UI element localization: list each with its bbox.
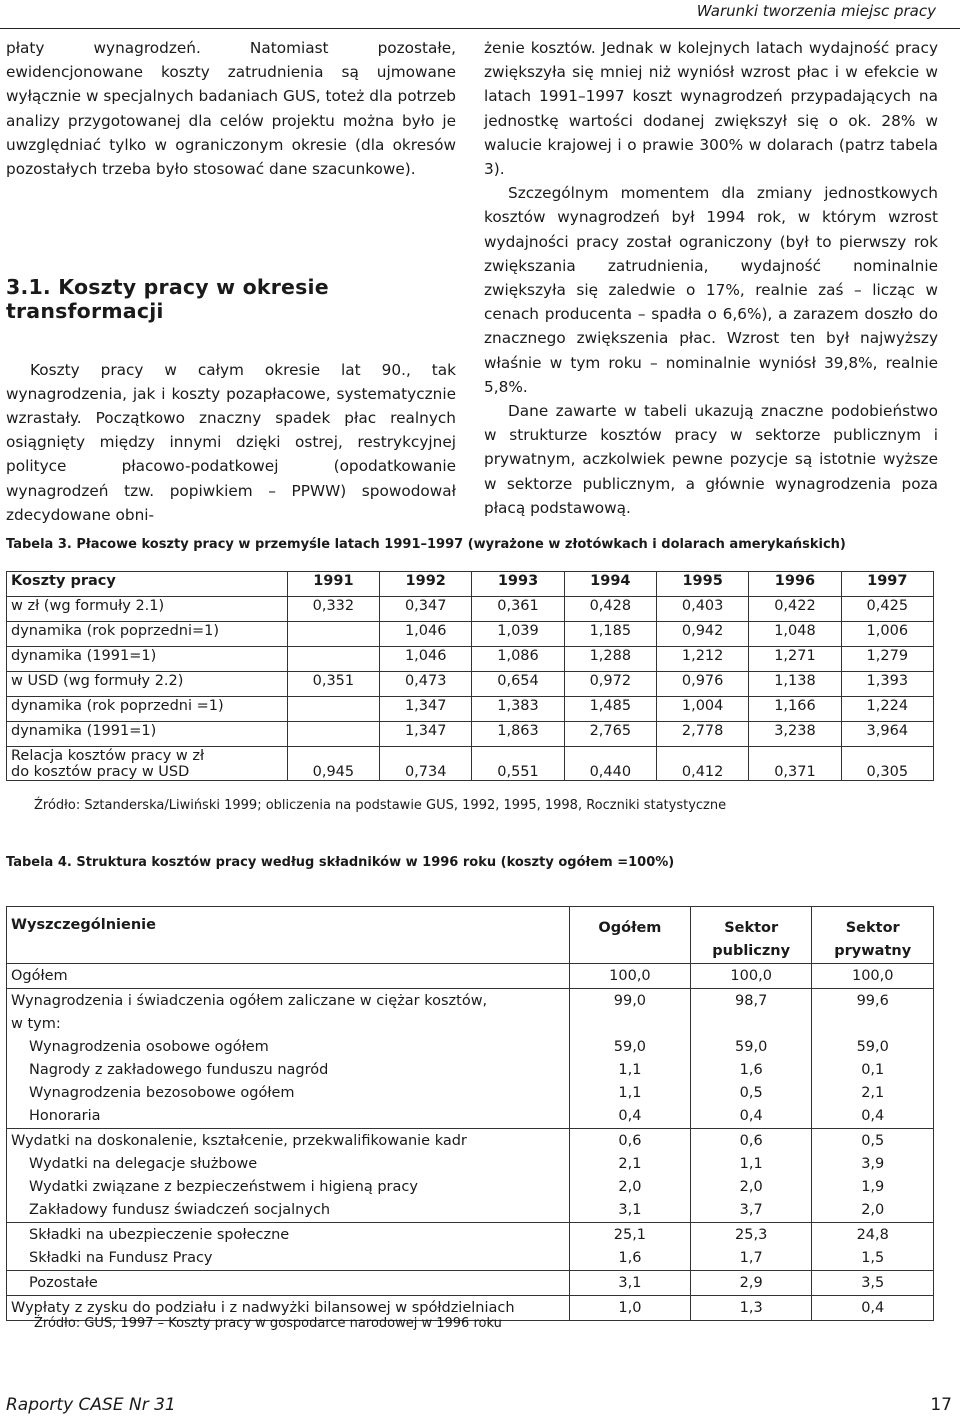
- table4-value: 2,0: [618, 1179, 642, 1195]
- table4-value: 1,5: [861, 1250, 885, 1266]
- table4-value: 0,4: [618, 1108, 642, 1124]
- footer-publication: Raporty CASE Nr 31: [6, 1395, 176, 1415]
- table3-cell: 1,271: [749, 647, 841, 672]
- table4-item-label: Wydatki na delegacje służbowe: [29, 1156, 258, 1172]
- table3-row: [7, 647, 934, 672]
- right-column: [484, 36, 938, 520]
- table3-cell: 1,046: [380, 647, 472, 672]
- table3-cell: 0,945: [287, 747, 379, 781]
- table4-value: 1,1: [618, 1062, 642, 1078]
- table3-cell: 0,332: [287, 597, 379, 622]
- table4-value: 2,0: [861, 1202, 885, 1218]
- table4-item-label: Wynagrodzenia bezosobowe ogółem: [29, 1085, 295, 1101]
- table3-cell: 1,485: [564, 697, 656, 722]
- table4-value: 59,0: [856, 1039, 889, 1055]
- table3-header-row: [7, 572, 934, 597]
- table3-cell: 1,863: [472, 722, 564, 747]
- table3-cell: 0,976: [656, 672, 748, 697]
- table4-row: [7, 1223, 934, 1271]
- table3-cell: 1,166: [749, 697, 841, 722]
- table4-value: 0,6: [618, 1133, 642, 1149]
- table4-row: [7, 1271, 934, 1296]
- table3-cell: [287, 622, 379, 647]
- table3-cell: 0,428: [564, 597, 656, 622]
- table4-value: 1,1: [739, 1156, 763, 1172]
- table3-cell: 0,347: [380, 597, 472, 622]
- table4-value: 1,1: [618, 1085, 642, 1101]
- table4-value: 2,1: [861, 1085, 885, 1101]
- table4-header-cell: [812, 907, 934, 964]
- table3-cell: 1,212: [656, 647, 748, 672]
- table3-label-line: Relacja kosztów pracy w zł: [11, 748, 205, 764]
- table4-header-cell: [569, 907, 690, 964]
- table4-value-cell: [812, 1271, 934, 1296]
- table4-header-cell: [7, 907, 570, 964]
- table4-value: [816, 1013, 929, 1036]
- table3-cell: 0,351: [287, 672, 379, 697]
- table4-item-label: Zakładowy fundusz świadczeń socjalnych: [29, 1202, 331, 1218]
- table4-value-cell: [812, 1223, 934, 1271]
- table4-value: 1,7: [739, 1250, 763, 1266]
- table4-item-label: Składki na ubezpieczenie społeczne: [29, 1227, 290, 1243]
- table4-value: 0,4: [861, 1300, 885, 1316]
- table4-label-cell: [7, 1223, 570, 1271]
- table4-header-label: Sektor: [724, 920, 779, 936]
- table3-cell: 1,006: [841, 622, 933, 647]
- table3-cell: 0,654: [472, 672, 564, 697]
- table4-value: [695, 1013, 808, 1036]
- table3-cell: [7, 747, 288, 781]
- table3-cell: 2,765: [564, 722, 656, 747]
- table3-header-cell: 1991: [287, 572, 379, 597]
- table4-value: 59,0: [613, 1039, 647, 1055]
- left-paragraph-1: płaty wynagrodzeń. Natomiast pozostałe, ewidencjonowane koszty zatrudnienia są ujmowane wyłącznie w specjalnych badaniach GUS, toteż dla potrzeb analizy przygotowanej dla celów projektu można było je uwzględniać tylko w ograniczonym okresie (dla okresów pozostałych trzeba było stosować dane szacunkowe).: [6, 39, 456, 179]
- table4-item-label: Pozostałe: [29, 1275, 98, 1291]
- table4-item-label: w tym:: [11, 1016, 61, 1032]
- table4-value-cell: [569, 1296, 690, 1321]
- table4-item-label: Wypłaty z zysku do podziału i z nadwyżki bilansowej w spółdzielniach: [11, 1300, 515, 1316]
- table3-cell: 0,425: [841, 597, 933, 622]
- running-header: [0, 0, 960, 29]
- left-column: [6, 36, 456, 527]
- table4-item-label: Wydatki na doskonalenie, kształcenie, przekwalifikowanie kadr: [11, 1133, 467, 1149]
- table4-value: 0,4: [739, 1108, 763, 1124]
- table4-label-cell: [7, 1271, 570, 1296]
- table4-value-cell: [690, 1129, 812, 1223]
- table4-header-label: publiczny: [712, 943, 791, 959]
- table4-row: [7, 989, 934, 1129]
- footer-page-number: 17: [930, 1395, 952, 1415]
- table3-cell: 1,393: [841, 672, 933, 697]
- table3-cell: 1,138: [749, 672, 841, 697]
- table4-value: 100,0: [851, 968, 894, 984]
- table4-value: 3,1: [618, 1275, 642, 1291]
- table4-item-label: Wynagrodzenia osobowe ogółem: [29, 1039, 269, 1055]
- table4-label-cell: [7, 964, 570, 989]
- running-title: Warunki tworzenia miejsc pracy: [696, 2, 936, 20]
- table4-value-cell: [812, 1296, 934, 1321]
- table3-row: [7, 672, 934, 697]
- table4-value: 3,7: [739, 1202, 763, 1218]
- table3-row: [7, 697, 934, 722]
- table3: [6, 571, 934, 781]
- table3-label-line: do kosztów pracy w USD: [11, 764, 190, 780]
- table4-value: 25,1: [613, 1227, 647, 1243]
- table3-cell: 3,238: [749, 722, 841, 747]
- table4-value: 24,8: [856, 1227, 889, 1243]
- table3-cell: w zł (wg formuły 2.1): [7, 597, 288, 622]
- table4-value: 0,4: [861, 1108, 885, 1124]
- table3-header-cell: 1996: [749, 572, 841, 597]
- table4-value: 59,0: [735, 1039, 768, 1055]
- table4-value-cell: [569, 1223, 690, 1271]
- table4-header-cell: [690, 907, 812, 964]
- table4-value-cell: [690, 1223, 812, 1271]
- table4-value-cell: [690, 1271, 812, 1296]
- table3-cell: 0,551: [472, 747, 564, 781]
- table4-value: 1,9: [861, 1179, 885, 1195]
- table4-value: 100,0: [609, 968, 651, 984]
- table3-row: [7, 597, 934, 622]
- table3-cell: 0,942: [656, 622, 748, 647]
- table4-label-cell: [7, 1129, 570, 1223]
- right-paragraph-2: Szczególnym momentem dla zmiany jednostkowych kosztów wynagrodzeń był 1994 rok, w którym wzrost wydajności pracy został ograniczony (był to pierwszy rok zwiększania zatrudnienia, wydajność nominalnie zwiększyła się zaledwie o 17%, realnie zaś – licząc w cenach producenta – spadła o 6,6%), a zarazem doszło do znacznego zwiększenia płac. Wzrost ten był najwyższy właśnie w tym roku – nominalnie wyniósł 39,8%, realnie 5,8%.: [484, 184, 938, 396]
- table4-value-cell: [690, 1296, 812, 1321]
- table4-value-cell: [690, 964, 812, 989]
- table4-item-label: Wydatki związane z bezpieczeństwem i higieną pracy: [29, 1179, 418, 1195]
- table4-value-cell: [569, 964, 690, 989]
- table4-value-cell: [569, 1271, 690, 1296]
- table3-cell: 1,224: [841, 697, 933, 722]
- table4-item-label: Składki na Fundusz Pracy: [29, 1250, 213, 1266]
- table3-row: [7, 747, 934, 781]
- table3-cell: 0,412: [656, 747, 748, 781]
- table3-cell: 1,086: [472, 647, 564, 672]
- table3-cell: [287, 647, 379, 672]
- table3-header-cell: 1993: [472, 572, 564, 597]
- table4-row: [7, 1129, 934, 1223]
- table3-cell: dynamika (1991=1): [7, 647, 288, 672]
- right-paragraph-3: Dane zawarte w tabeli ukazują znaczne podobieństwo w strukturze kosztów pracy w sektorze publicznym i prywatnym, aczkolwiek pewne pozycje są istotnie wyższe w sektorze publicznym, a głównie wynagrodzenia poza płacą podstawową.: [484, 402, 938, 517]
- table3-cell: dynamika (1991=1): [7, 722, 288, 747]
- table4-value: 3,5: [861, 1275, 885, 1291]
- table4-value: 0,5: [861, 1133, 885, 1149]
- table4-value: 1,0: [618, 1300, 642, 1316]
- table3-cell: 0,403: [656, 597, 748, 622]
- table4-value: 1,6: [739, 1062, 763, 1078]
- table3-cell: 0,440: [564, 747, 656, 781]
- table4-value-cell: [812, 1129, 934, 1223]
- table3-cell: 0,361: [472, 597, 564, 622]
- table3-header-cell: Koszty pracy: [7, 572, 288, 597]
- right-paragraph-1: żenie kosztów. Jednak w kolejnych latach wydajność pracy zwiększyła się mniej niż wyniósł wzrost płac i w efekcie w latach 1991–1997 koszt wynagrodzeń przypadających na jednostkę wartości dodanej zwiększył się o ok. 28% w walucie krajowej i o prawie 300% w dolarach (patrz tabela 3).: [484, 39, 938, 179]
- table3-cell: w USD (wg formuły 2.2): [7, 672, 288, 697]
- table4-value: 3,1: [618, 1202, 642, 1218]
- table4-item-label: Wynagrodzenia i świadczenia ogółem zaliczane w ciężar kosztów,: [11, 993, 488, 1009]
- table3-cell: 0,422: [749, 597, 841, 622]
- table4-value: [574, 1013, 686, 1036]
- table4-source: Źródło: GUS, 1997 – Koszty pracy w gospodarce narodowej w 1996 roku: [34, 1316, 502, 1331]
- table3-cell: 0,305: [841, 747, 933, 781]
- table4-value-cell: [569, 989, 690, 1129]
- table4-value: 100,0: [730, 968, 772, 984]
- table4-value: 99,6: [856, 993, 889, 1009]
- table3-cell: 1,347: [380, 722, 472, 747]
- table3-cell: 3,964: [841, 722, 933, 747]
- table4-header-label: prywatny: [834, 943, 912, 959]
- table4-value-cell: [812, 964, 934, 989]
- table4-value-cell: [690, 989, 812, 1129]
- table4-value-cell: [812, 989, 934, 1129]
- table4: [6, 906, 934, 1321]
- table4-value: 0,1: [861, 1062, 885, 1078]
- table4-header-row: [7, 907, 934, 964]
- table4-value: 1,6: [618, 1250, 642, 1266]
- table4-value-cell: [569, 1129, 690, 1223]
- table4-value: 1,3: [739, 1300, 763, 1316]
- table3-header-cell: 1995: [656, 572, 748, 597]
- table3-cell: 0,734: [380, 747, 472, 781]
- table3-header-cell: 1992: [380, 572, 472, 597]
- table4-value: 0,6: [739, 1133, 763, 1149]
- table3-cell: 1,046: [380, 622, 472, 647]
- table4-value: 99,0: [613, 993, 647, 1009]
- table3-cell: 2,778: [656, 722, 748, 747]
- table3-cell: 1,279: [841, 647, 933, 672]
- table3-cell: [287, 722, 379, 747]
- table3-cell: 1,347: [380, 697, 472, 722]
- table4-item-label: Honoraria: [29, 1108, 101, 1124]
- table3-header-cell: 1994: [564, 572, 656, 597]
- section-heading: 3.1. Koszty pracy w okresie transformacji: [6, 275, 329, 324]
- table3-cell: 1,039: [472, 622, 564, 647]
- table3-source: Źródło: Sztanderska/Liwiński 1999; obliczenia na podstawie GUS, 1992, 1995, 1998, Roczniki statystyczne: [34, 798, 727, 813]
- table4-header-label: Wyszczególnienie: [11, 917, 156, 933]
- table4-value: 98,7: [735, 993, 768, 1009]
- table4-header-label: Sektor: [845, 920, 900, 936]
- table3-cell: [287, 697, 379, 722]
- table4-item-label: Ogółem: [11, 968, 68, 984]
- table3-caption: Tabela 3. Płacowe koszty pracy w przemyśle latach 1991–1997 (wyrażone w złotówkach i dolarach amerykańskich): [6, 537, 846, 552]
- table4-row: [7, 964, 934, 989]
- table3-header-cell: 1997: [841, 572, 933, 597]
- table3-cell: 0,371: [749, 747, 841, 781]
- table4-header-label: Ogółem: [598, 920, 662, 936]
- table4-value: 2,0: [739, 1179, 763, 1195]
- table3-cell: 1,185: [564, 622, 656, 647]
- table3-cell: dynamika (rok poprzedni =1): [7, 697, 288, 722]
- left-paragraph-2: Koszty pracy w całym okresie lat 90., tak wynagrodzenia, jak i koszty pozapłacowe, systematycznie wzrastały. Początkowo znaczny spadek płac realnych osiągnięty między innymi dzięki ostrej, restrykcyjnej polityce płacowo-podatkowej (opodatkowanie wynagrodzeń tzw. popiwkiem – PPWW) spowodował zdecydowane obni-: [6, 360, 456, 524]
- table3-cell: 1,288: [564, 647, 656, 672]
- table3-cell: 1,048: [749, 622, 841, 647]
- table4-value: 0,5: [739, 1085, 763, 1101]
- table3-cell: 1,004: [656, 697, 748, 722]
- table4-value: 2,1: [618, 1156, 642, 1172]
- table4-label-cell: [7, 989, 570, 1129]
- table3-cell: 0,473: [380, 672, 472, 697]
- table3-cell: 0,972: [564, 672, 656, 697]
- table3-cell: dynamika (rok poprzedni=1): [7, 622, 288, 647]
- table4-value: 2,9: [739, 1275, 763, 1291]
- table4-item-label: Nagrody z zakładowego funduszu nagród: [29, 1062, 329, 1078]
- table4-value: 3,9: [861, 1156, 885, 1172]
- table3-row: [7, 622, 934, 647]
- table3-row: [7, 722, 934, 747]
- table3-cell: 1,383: [472, 697, 564, 722]
- table4-caption: Tabela 4. Struktura kosztów pracy według składników w 1996 roku (koszty ogółem =100%): [6, 855, 675, 870]
- table4-value: 25,3: [735, 1227, 768, 1243]
